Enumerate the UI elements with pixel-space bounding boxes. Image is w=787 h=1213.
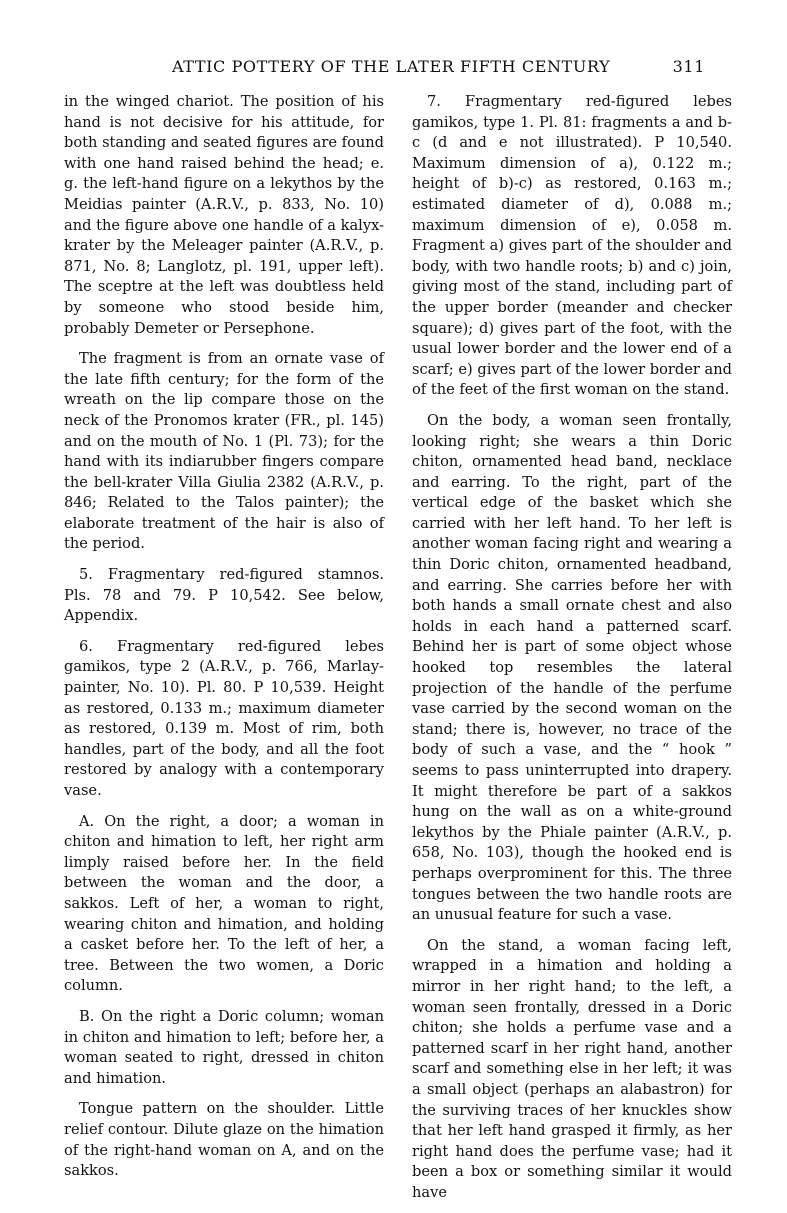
paragraph-body-description: On the body, a woman seen frontally, looking right; she wears a thin Doric chiton, ornamented head band, necklace and earring. To the right, part of the vertical edge of the basket which she carried with her left hand. To her left is another woman facing right and wearing a thin Doric chiton, ornamented headband, and earring. She carries before her with both hands a small ornate chest and also holds in each hand a patterned scarf. Behind her is part of some object whose hooked top resembles the lateral projection of the handle of the perfume vase carried by the second woman on the stand; there is, however, no trace of the body of such a vase, and the “ hook ” seems to pass uninterrupted into drapery. It might therefore be part of a sakkos hung on the wall as on a white-ground lekythos by the Phiale painter (A.R.V., p. 658, No. 103), though the hooked end is perhaps overprominent for this. The three tongues between the two handle roots are an unusual feature for such a vase. [412,411,732,924]
left-column [64,92,384,1192]
catalogue-entry-6: 6. Fragmentary red-figured lebes gamikos, type 2 (A.R.V., p. 766, Marlay-painter, No. 10). Pl. 80. P 10,539. Height as restored, 0.133 m.; maximum diameter as restored, 0.139 m. Most of rim, both handles, part of the body, and all the foot restored by analogy with a contemporary vase. [64,637,384,799]
catalogue-entry-7: 7. Fragmentary red-figured lebes gamikos, type 1. Pl. 81: fragments a and b-c (d and e not illustrated). P 10,540. Maximum dimension of a), 0.122 m.; height of b)-c) as restored, 0.163 m.; estimated diameter of d), 0.088 m.; maximum dimension of e), 0.058 m. Fragment a) gives part of the shoulder and body, with two handle roots; b) and c) join, giving most of the stand, including part of the upper border (meander and checker square); d) gives part of the foot, with the usual lower border and the lower end of a scarf; e) gives part of the lower border and of the feet of the first woman on the stand. [412,93,732,399]
catalogue-entry-5: 5. Fragmentary red-figured stamnos. Pls. 78 and 79. P 10,542. See below, Appendix. [64,566,384,625]
running-head [64,57,705,79]
paragraph-side-b: B. On the right a Doric column; woman in chiton and himation to left; before her, a woman seated to right, dressed in chiton and himation. [64,1007,384,1087]
page-number: 311 [672,57,705,76]
running-title: ATTIC POTTERY OF THE LATER FIFTH CENTURY [172,57,611,76]
paragraph-side-a: A. On the right, a door; a woman in chiton and himation to left, her right arm limply raised before her. In the field between the woman and the door, a sakkos. Left of her, a woman to right, wearing chiton and himation, and holding a casket before her. To the left of her, a tree. Between the two women, a Doric column. [64,812,384,995]
paragraph-stand-description: On the stand, a woman facing left, wrapped in a himation and holding a mirror in her right hand; to the left, a woman seen frontally, dressed in a Doric chiton; she holds a perfume vase and a patterned scarf in her right hand, another scarf and something else in her left; it was a small object (perhaps an alabastron) for the surviving traces of her knuckles show that her left hand grasped it firmly, as her right hand does the perfume vase; had it been a box or something similar it would have [412,936,732,1201]
paragraph-fragment-date: The fragment is from an ornate vase of the late fifth century; for the form of the wreath on the lip compare those on the neck of the Pronomos krater (FR., pl. 145) and on the mouth of No. 1 (Pl. 73); for the hand with its indiarubber fingers compare the bell-krater Villa Giulia 2382 (A.R.V., p. 846; Related to the Talos painter); the elaborate treatment of the hair is also of the period. [64,350,384,553]
paragraph-continuation: in the winged chariot. The position of his hand is not decisive for his attitude, for both standing and seated figures are found with one hand raised behind the head; e. g. the left-hand figure on a lekythos by the Meidias painter (A.R.V., p. 833, No. 10) and the figure above one handle of a kalyx-krater by the Meleager painter (A.R.V., p. 871, No. 8; Langlotz, pl. 191, upper left). The sceptre at the left was doubtless held by someone who stood beside him, probably Demeter or Persephone. [64,93,384,337]
right-column [412,92,732,1213]
paragraph-tongue-pattern: Tongue pattern on the shoulder. Little relief contour. Dilute glaze on the himation of the right-hand woman on A, and on the sakkos. [64,1100,384,1180]
